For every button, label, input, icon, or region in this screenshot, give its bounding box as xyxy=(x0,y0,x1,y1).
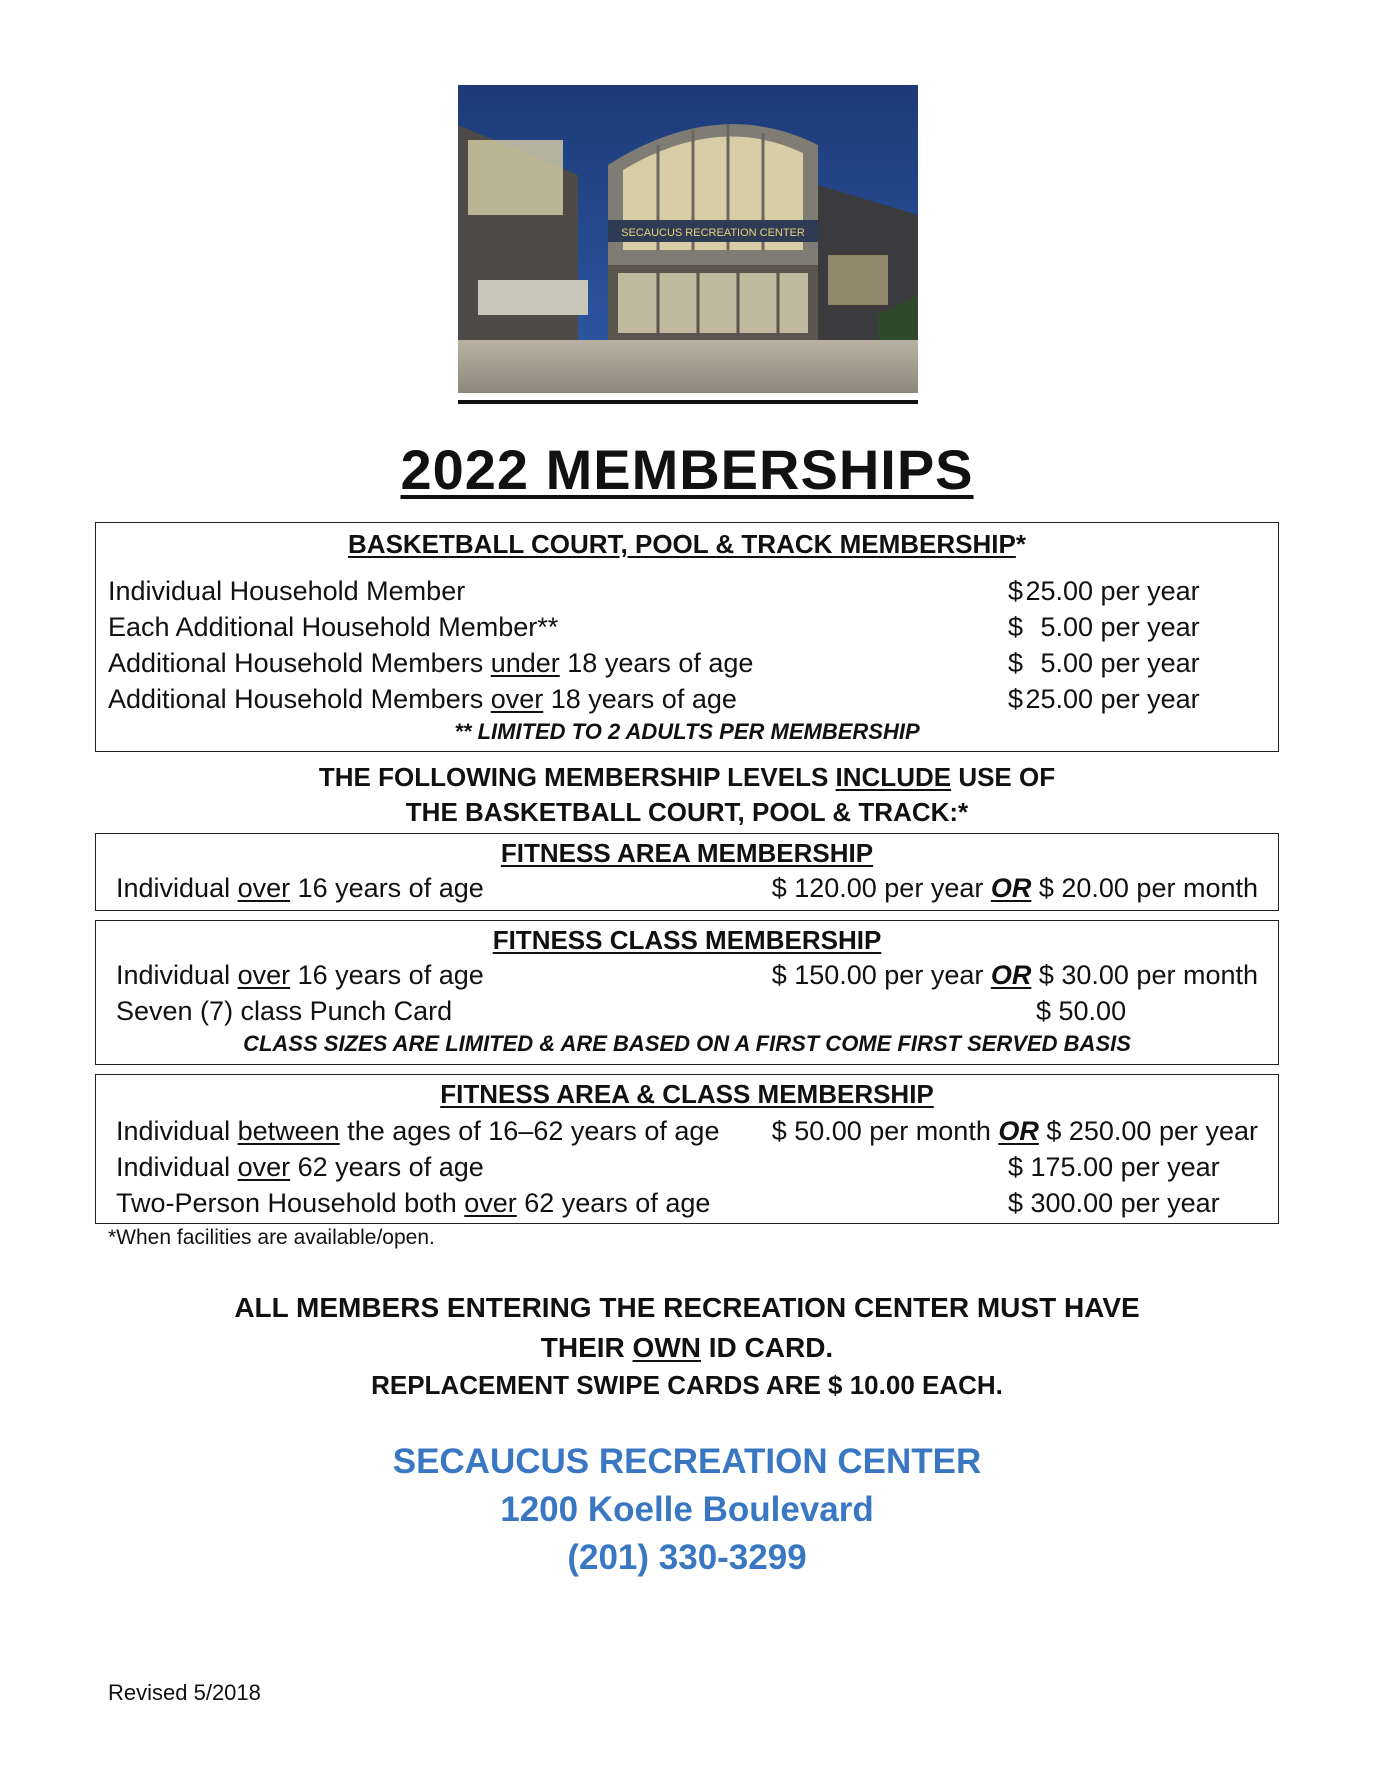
row-price: $ 150.00 per year OR $ 30.00 per month xyxy=(771,960,1258,990)
revised-date: Revised 5/2018 xyxy=(108,1680,261,1705)
section-title: FITNESS CLASS MEMBERSHIP xyxy=(492,925,882,955)
row-label: Additional Household Members over 18 years of age xyxy=(108,684,737,714)
section-title: FITNESS AREA & CLASS MEMBERSHIP xyxy=(440,1079,934,1109)
section-title: BASKETBALL COURT, POOL & TRACK MEMBERSHIP* xyxy=(348,529,1026,559)
contact-phone: (201) 330-3299 xyxy=(567,1538,807,1577)
row-price: $25.00 per year xyxy=(1008,576,1200,606)
include-heading-line1: THE FOLLOWING MEMBERSHIP LEVELS INCLUDE USE OF xyxy=(318,762,1056,792)
row-price: $ 120.00 per year OR $ 20.00 per month xyxy=(771,873,1258,903)
row-label: Individual between the ages of 16–62 years of age xyxy=(116,1116,720,1146)
row-price: $ 5.00 per year xyxy=(1008,612,1200,642)
row-label: Individual Household Member xyxy=(108,576,466,606)
row-label: Two-Person Household both over 62 years of age xyxy=(116,1188,711,1218)
footnote: *When facilities are available/open. xyxy=(108,1226,435,1249)
row-price: $ 175.00 per year xyxy=(1008,1152,1220,1182)
row-label: Each Additional Household Member** xyxy=(108,612,559,642)
section-note: ** LIMITED TO 2 ADULTS PER MEMBERSHIP xyxy=(454,719,920,744)
row-label: Individual over 16 years of age xyxy=(116,873,484,903)
section-note: CLASS SIZES ARE LIMITED & ARE BASED ON A FIRST COME FIRST SERVED BASIS xyxy=(243,1031,1131,1056)
section-title: FITNESS AREA MEMBERSHIP xyxy=(500,838,874,868)
recreation-center-photo xyxy=(458,85,918,393)
photo-divider xyxy=(458,400,918,404)
row-price: $ 50.00 per month OR $ 250.00 per year xyxy=(771,1116,1258,1146)
contact-name: SECAUCUS RECREATION CENTER xyxy=(392,1442,982,1481)
row-price: $ 300.00 per year xyxy=(1008,1188,1220,1218)
basketball-pool-track-box xyxy=(95,522,1279,752)
row-label: Individual over 62 years of age xyxy=(116,1152,484,1182)
fitness-area-box xyxy=(95,833,1279,911)
id-notice-line1: ALL MEMBERS ENTERING THE RECREATION CENTER MUST HAVE xyxy=(234,1292,1140,1323)
photo-sign-text: SECAUCUS RECREATION CENTER xyxy=(621,227,805,239)
row-price: $ 50.00 xyxy=(1036,996,1127,1026)
row-label: Seven (7) class Punch Card xyxy=(116,996,453,1026)
row-price: $ 5.00 per year xyxy=(1008,648,1200,678)
row-price: $25.00 per year xyxy=(1008,684,1200,714)
id-notice-line3: REPLACEMENT SWIPE CARDS ARE $ 10.00 EACH. xyxy=(371,1370,1003,1400)
include-heading-line2: THE BASKETBALL COURT, POOL & TRACK:* xyxy=(405,797,969,827)
id-notice-line2: THEIR OWN ID CARD. xyxy=(540,1332,834,1363)
row-label: Additional Household Members under 18 years of age xyxy=(108,648,754,678)
page-title: 2022 MEMBERSHIPS xyxy=(400,438,974,501)
fitness-area-class-box xyxy=(95,1074,1279,1224)
fitness-class-box xyxy=(95,920,1279,1065)
contact-address: 1200 Koelle Boulevard xyxy=(500,1490,874,1529)
row-label: Individual over 16 years of age xyxy=(116,960,484,990)
